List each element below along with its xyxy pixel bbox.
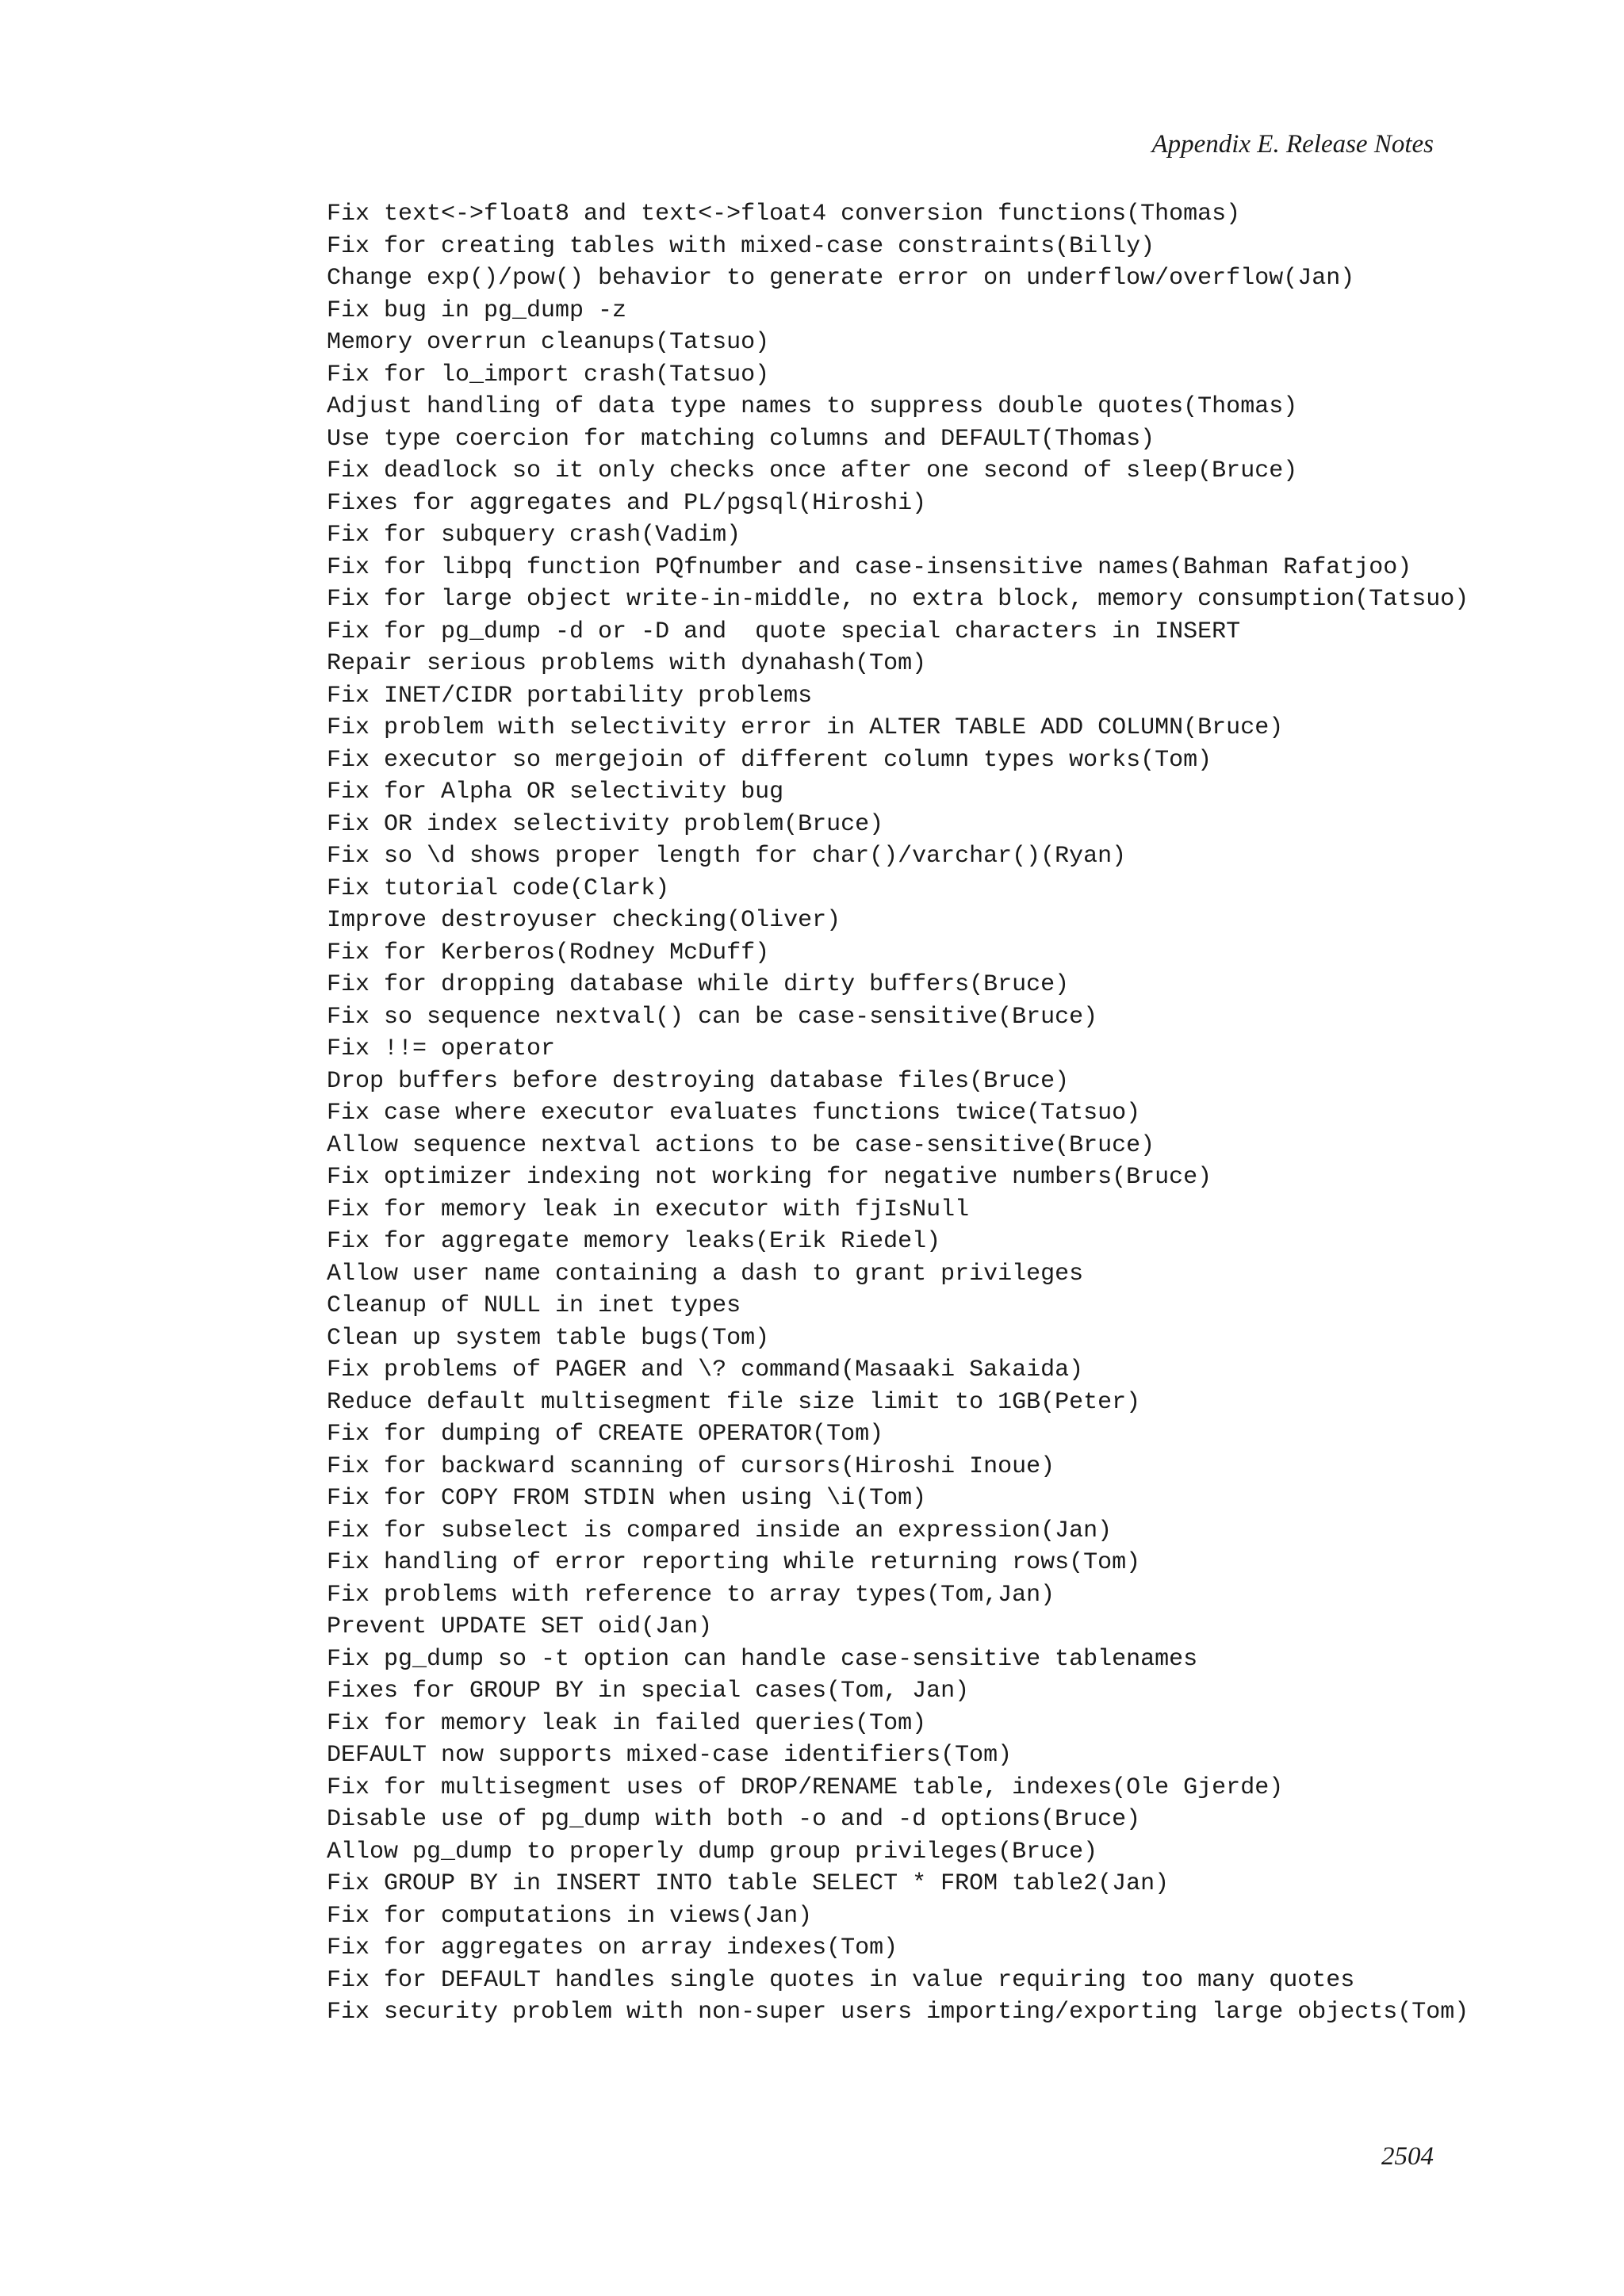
release-note-item: Fix problems with reference to array types(Tom,Jan) [327,1581,1055,1609]
release-note-item: Allow pg_dump to properly dump group privileges(Bruce) [327,1838,1098,1866]
release-note-item: Fix so \d shows proper length for char()/varchar()(Ryan) [327,843,1127,870]
release-note-item: Fix for memory leak in executor with fjIsNull [327,1196,970,1223]
release-note-item: Fix for dumping of CREATE OPERATOR(Tom) [327,1421,884,1448]
release-note-item: Use type coercion for matching columns and DEFAULT(Thomas) [327,425,1155,453]
release-note-item: Fixes for aggregates and PL/pgsql(Hiroshi) [327,489,927,517]
release-note-item: Fix !!= operator [327,1035,556,1062]
release-note-item: Fix for creating tables with mixed-case constraints(Billy) [327,232,1155,260]
release-note-item: Fix for subquery crash(Vadim) [327,522,741,549]
release-note-item: Fix tutorial code(Clark) [327,874,670,902]
release-note-item: Fix for large object write-in-middle, no extra block, memory consumption(Tatsuo) [327,586,1469,613]
release-note-item: Fix for dropping database while dirty buffers(Bruce) [327,971,1070,998]
release-note-item: Fix for Alpha OR selectivity bug [327,779,784,806]
release-note-item: Fix for Kerberos(Rodney McDuff) [327,939,770,966]
release-note-item: Fix case where executor evaluates functions twice(Tatsuo) [327,1100,1141,1127]
release-note-item: Fix text<->float8 and text<->float4 conversion functions(Thomas) [327,201,1241,228]
release-note-item: Allow sequence nextval actions to be case-sensitive(Bruce) [327,1131,1155,1159]
release-note-item: Fix for libpq function PQfnumber and case-insensitive names(Bahman Rafatjoo) [327,553,1412,581]
release-note-item: Clean up system table bugs(Tom) [327,1324,770,1352]
release-note-item: Fix security problem with non-super users importing/exporting large objects(Tom) [327,1999,1469,2026]
release-note-item: Fix for COPY FROM STDIN when using \i(Tom) [327,1485,927,1512]
release-note-item: Fix so sequence nextval() can be case-sensitive(Bruce) [327,1003,1098,1031]
release-note-item: Cleanup of NULL in inet types [327,1292,741,1319]
release-note-item: Improve destroyuser checking(Oliver) [327,907,841,934]
release-note-item: Adjust handling of data type names to suppress double quotes(Thomas) [327,393,1298,420]
release-note-item: Fix for lo_import crash(Tatsuo) [327,361,770,388]
release-note-item: Disable use of pg_dump with both -o and -d options(Bruce) [327,1806,1141,1833]
release-note-item: Repair serious problems with dynahash(Tom) [327,650,927,677]
release-note-item: Fix optimizer indexing not working for negative numbers(Bruce) [327,1164,1212,1191]
release-note-item: Fix pg_dump so -t option can handle case-sensitive tablenames [327,1645,1198,1673]
release-note-item: Fix OR index selectivity problem(Bruce) [327,810,884,838]
release-note-item: Drop buffers before destroying database files(Bruce) [327,1067,1070,1095]
release-note-item: Fix deadlock so it only checks once after one second of sleep(Bruce) [327,457,1298,484]
release-note-item: Fix INET/CIDR portability problems [327,682,813,710]
release-note-item: DEFAULT now supports mixed-case identifiers(Tom) [327,1742,1013,1769]
release-note-item: Fix for memory leak in failed queries(Tom) [327,1709,927,1737]
release-note-item: Fix problem with selectivity error in ALTER TABLE ADD COLUMN(Bruce) [327,714,1284,741]
release-note-item: Change exp()/pow() behavior to generate error on underflow/overflow(Jan) [327,265,1355,292]
release-note-item: Reduce default multisegment file size limit to 1GB(Peter) [327,1388,1141,1416]
release-note-item: Fixes for GROUP BY in special cases(Tom, Jan) [327,1678,970,1705]
release-note-item: Fix for DEFAULT handles single quotes in value requiring too many quotes [327,1966,1355,1994]
release-note-item: Fix executor so mergejoin of different column types works(Tom) [327,746,1212,774]
release-note-item: Memory overrun cleanups(Tatsuo) [327,329,770,356]
release-note-item: Fix handling of error reporting while returning rows(Tom) [327,1549,1141,1576]
release-note-item: Fix problems of PAGER and \? command(Masaaki Sakaida) [327,1357,1084,1383]
release-note-item: Fix for multisegment uses of DROP/RENAME table, indexes(Ole Gjerde) [327,1774,1284,1801]
release-note-item: Fix for computations in views(Jan) [327,1902,813,1930]
release-note-item: Fix for backward scanning of cursors(Hiroshi Inoue) [327,1452,1055,1480]
page-header-title: Appendix E. Release Notes [1151,130,1434,159]
release-note-item: Allow user name containing a dash to grant privileges [327,1260,1084,1288]
release-note-item: Prevent UPDATE SET oid(Jan) [327,1613,713,1640]
release-note-item: Fix GROUP BY in INSERT INTO table SELECT * FROM table2(Jan) [327,1870,1170,1897]
release-note-item: Fix for aggregate memory leaks(Erik Riedel) [327,1228,941,1255]
release-note-item: Fix for pg_dump -d or -D and quote special characters in INSERT [327,618,1241,645]
release-note-item: Fix for aggregates on array indexes(Tom) [327,1934,898,1961]
page-number: 2504 [1381,2142,1434,2171]
release-notes-list [327,198,1469,2029]
release-note-item: Fix bug in pg_dump -z [327,297,627,324]
release-note-item: Fix for subselect is compared inside an expression(Jan) [327,1517,1113,1544]
